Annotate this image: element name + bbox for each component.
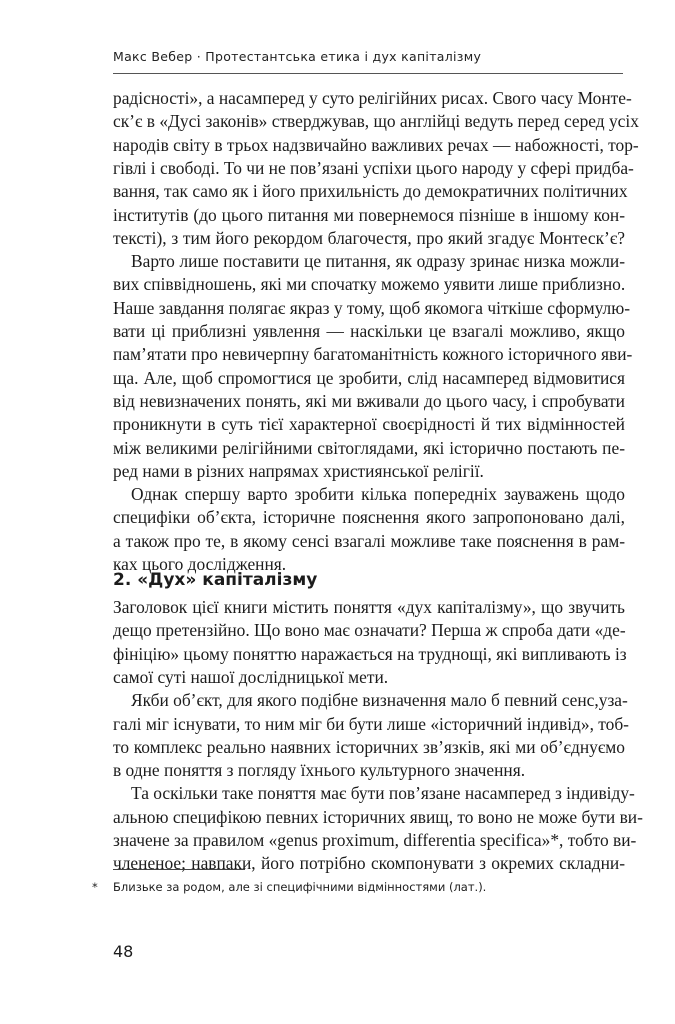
footnote-marker: * — [92, 880, 98, 894]
section-heading: 2. «Дух» капіталізму — [113, 570, 318, 590]
text-line: вих співвідношень, які ми спочатку можемо уявити лише приблизно. — [113, 274, 626, 295]
text-line: проникнути в суть тієї характерної своєрідності й тих відмінностей — [113, 414, 625, 435]
header-divider — [113, 73, 623, 74]
text-line: інститутів (до цього питання ми повернемося пізніше в іншому кон- — [113, 204, 625, 225]
text-line: вання, так само як і його прихильність до демократичних політичних — [113, 181, 628, 202]
text-line: гівлі і свободі. То чи не повʼязані успіхи цього народу у сфері придба- — [113, 157, 634, 178]
text-line: Варто лише поставити це питання, як одразу зринає низка можли- — [131, 251, 625, 272]
text-line: то комплекс реально наявних історичних звʼязків, які ми обʼєднуємо — [113, 736, 625, 757]
text-line: від невизначених понять, які ми вживали до цього часу, і спробувати — [113, 390, 625, 411]
footnote-text: Близьке за родом, але зі специфічними відмінностями (лат.). — [113, 880, 487, 894]
text-line: радісності», а насамперед у суто релігійних рисах. Свого часу Монте- — [113, 88, 632, 108]
text-line: ред нами в різних напрямах християнської релігії. — [113, 460, 484, 481]
text-line: Заголовок цієї книги містить поняття «дух капіталізму», що звучить — [113, 597, 625, 617]
text-line: самої суті нашої дослідницької мети. — [113, 666, 389, 687]
text-line: члененое; навпаки, його потрібно скомпонувати з окремих складни- — [113, 853, 625, 874]
text-line: дещо претензійно. Що воно має означати? Перша ж спроба дати «де- — [113, 620, 626, 641]
text-line: в одне поняття з погляду їхнього культурного значення. — [113, 760, 526, 781]
text-line: фініцію» цьому поняттю наражається на труднощі, які випливають із — [113, 643, 627, 664]
text-line: специфіки обʼєкта, історичне пояснення якого запропоновано далі, — [113, 507, 625, 528]
text-line: альною специфікою певних історичних явищ, то воно не може бути ви- — [113, 806, 643, 827]
text-line: Якби обʼєкт, для якого подібне визначення мало б певний сенс,уза- — [131, 690, 628, 711]
text-line: Наше завдання полягає якраз у тому, щоб якомога чіткіше сформулю- — [113, 297, 631, 318]
page-number: 48 — [113, 942, 134, 961]
text-line: вати ці приблизні уявлення — наскільки це взагалі можливо, якщо — [113, 321, 625, 341]
footnote — [92, 880, 612, 894]
footnote-divider — [113, 869, 245, 870]
text-line: скʼє в «Дусі законів» стверджував, що англійці ведуть перед серед усіх — [113, 111, 639, 132]
text-line: а також про те, в якому сенсі взагалі можливе таке пояснення в рам- — [113, 530, 625, 551]
text-line: ках цього дослідження. — [113, 554, 287, 574]
text-line: народів світу в трьох надзвичайно важливих речах — набожності, тор- — [113, 134, 639, 155]
text-line: тексті), з тим його рекордом благочестя, про який згадує Монтескʼє? — [113, 227, 625, 248]
text-line: памʼятати про невичерпну багатоманітність кожного історичного яви- — [113, 344, 633, 365]
text-line: ща. Але, щоб спромогтися це зробити, слід насамперед відмовитися — [113, 367, 625, 388]
text-line: значене за правилом «genus proximum, differentia specifica»*, тобто ви- — [113, 830, 637, 850]
text-line: Та оскільки таке поняття має бути повʼязане насамперед з індивіду- — [131, 783, 635, 804]
text-line: між великими релігійними світоглядами, які історично постають пе- — [113, 437, 625, 458]
text-line: галі міг існувати, то ним міг би бути лише «історичний індивід», тоб- — [113, 713, 629, 734]
running-header: Макс Вебер · Протестантська етика і дух капіталізму — [113, 49, 482, 64]
text-line: Однак спершу варто зробити кілька попередніх зауважень щодо — [131, 484, 625, 505]
